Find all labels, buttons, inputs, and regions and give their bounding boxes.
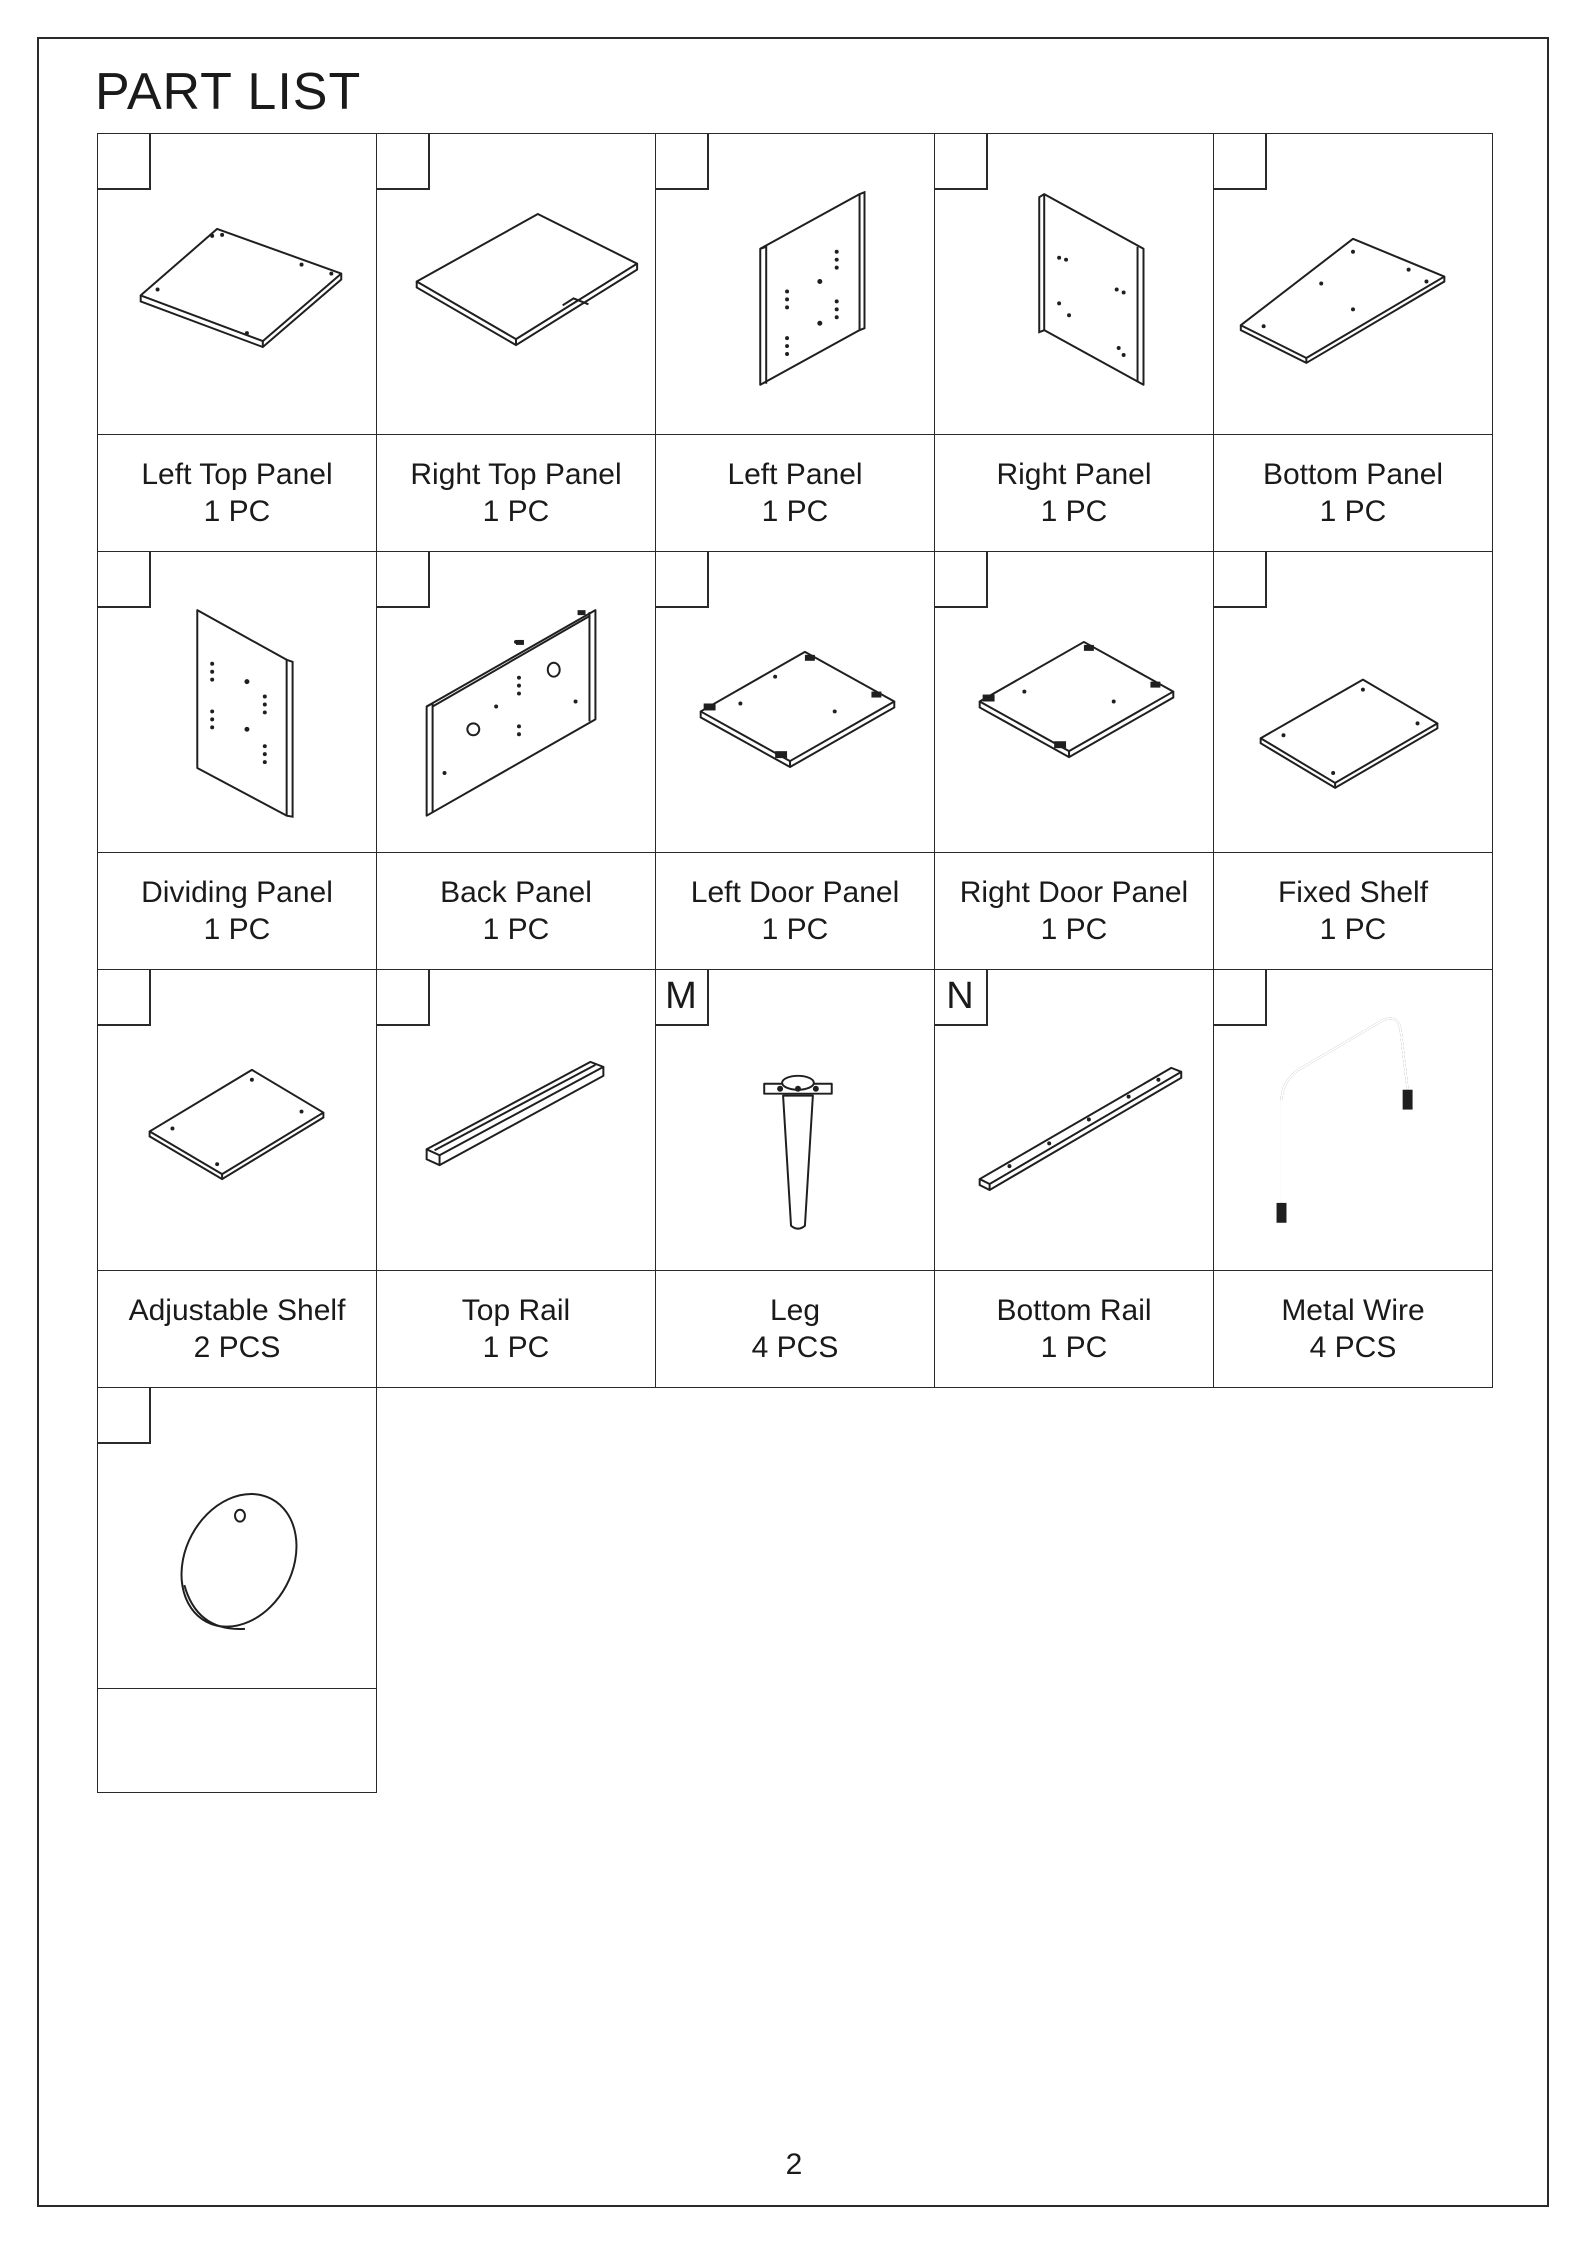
adjustable-shelf-drawing	[98, 970, 376, 1270]
part-name: Right Panel	[996, 458, 1152, 491]
part-letter-box: M	[655, 969, 709, 1026]
part-quantity: 1 PC	[761, 913, 829, 946]
part-name: Fixed Shelf	[1277, 876, 1429, 909]
part-quantity: 1 PC	[1040, 495, 1108, 528]
round-mirror-drawing	[98, 1388, 376, 1688]
part-quantity: 1 PC	[1319, 495, 1387, 528]
part-name: Left Top Panel	[141, 458, 333, 491]
part-cell	[655, 969, 935, 1388]
part-quantity: 1 PC	[761, 495, 829, 528]
part-letter-box: N	[934, 969, 988, 1026]
part-cell	[97, 133, 377, 552]
part-name: Bottom Panel	[1262, 458, 1444, 491]
right-top-panel-drawing	[377, 134, 655, 434]
part-quantity: 1 PC	[482, 913, 550, 946]
part-cell	[655, 133, 935, 552]
left-panel-drawing	[656, 134, 934, 434]
part-cell	[97, 969, 377, 1388]
part-cell	[934, 133, 1214, 552]
back-panel-drawing	[377, 552, 655, 852]
left-door-panel-drawing	[656, 552, 934, 852]
part-cell	[376, 969, 656, 1388]
part-cell	[376, 551, 656, 970]
part-cell	[655, 551, 935, 970]
metal-wire-drawing	[1214, 970, 1492, 1270]
part-cell	[934, 969, 1214, 1388]
part-cell	[934, 551, 1214, 970]
part-quantity: 1 PC	[203, 495, 271, 528]
part-name: Metal Wire	[1281, 1294, 1425, 1327]
part-quantity: 1 PC	[1040, 1331, 1108, 1364]
part-quantity: 1 PC	[482, 495, 550, 528]
part-name: Adjustable Shelf	[128, 1294, 346, 1327]
leg-drawing	[656, 970, 934, 1270]
part-quantity: 1 PC	[1040, 913, 1108, 946]
part-quantity: 2 PCS	[193, 1331, 281, 1364]
left-top-panel-drawing	[98, 134, 376, 434]
right-door-panel-drawing	[935, 552, 1213, 852]
part-cell	[97, 1387, 377, 1793]
part-cell	[97, 551, 377, 970]
fixed-shelf-drawing	[1214, 552, 1492, 852]
bottom-panel-drawing	[1214, 134, 1492, 434]
part-cell	[1213, 969, 1493, 1388]
part-name: Bottom Rail	[996, 1294, 1152, 1327]
dividing-panel-drawing	[98, 552, 376, 852]
part-quantity: 4 PCS	[751, 1331, 839, 1364]
page-title: PART LIST	[95, 63, 362, 121]
part-quantity: 1 PC	[482, 1331, 550, 1364]
part-name: Leg	[769, 1294, 821, 1327]
part-quantity: 4 PCS	[1309, 1331, 1397, 1364]
part-name: Left Door Panel	[690, 876, 900, 909]
top-rail-drawing	[377, 970, 655, 1270]
part-name: Top Rail	[461, 1294, 571, 1327]
part-cell	[1213, 551, 1493, 970]
part-name: Right Top Panel	[410, 458, 622, 491]
part-name: Back Panel	[440, 876, 592, 909]
part-cell	[376, 133, 656, 552]
part-name: Left Panel	[727, 458, 863, 491]
part-name: Dividing Panel	[141, 876, 333, 909]
right-panel-drawing	[935, 134, 1213, 434]
bottom-rail-drawing	[935, 970, 1213, 1270]
page-number: 2	[785, 2148, 803, 2181]
part-quantity: 1 PC	[203, 913, 271, 946]
part-quantity: 1 PC	[1319, 913, 1387, 946]
part-name: Right Door Panel	[959, 876, 1189, 909]
part-cell	[1213, 133, 1493, 552]
